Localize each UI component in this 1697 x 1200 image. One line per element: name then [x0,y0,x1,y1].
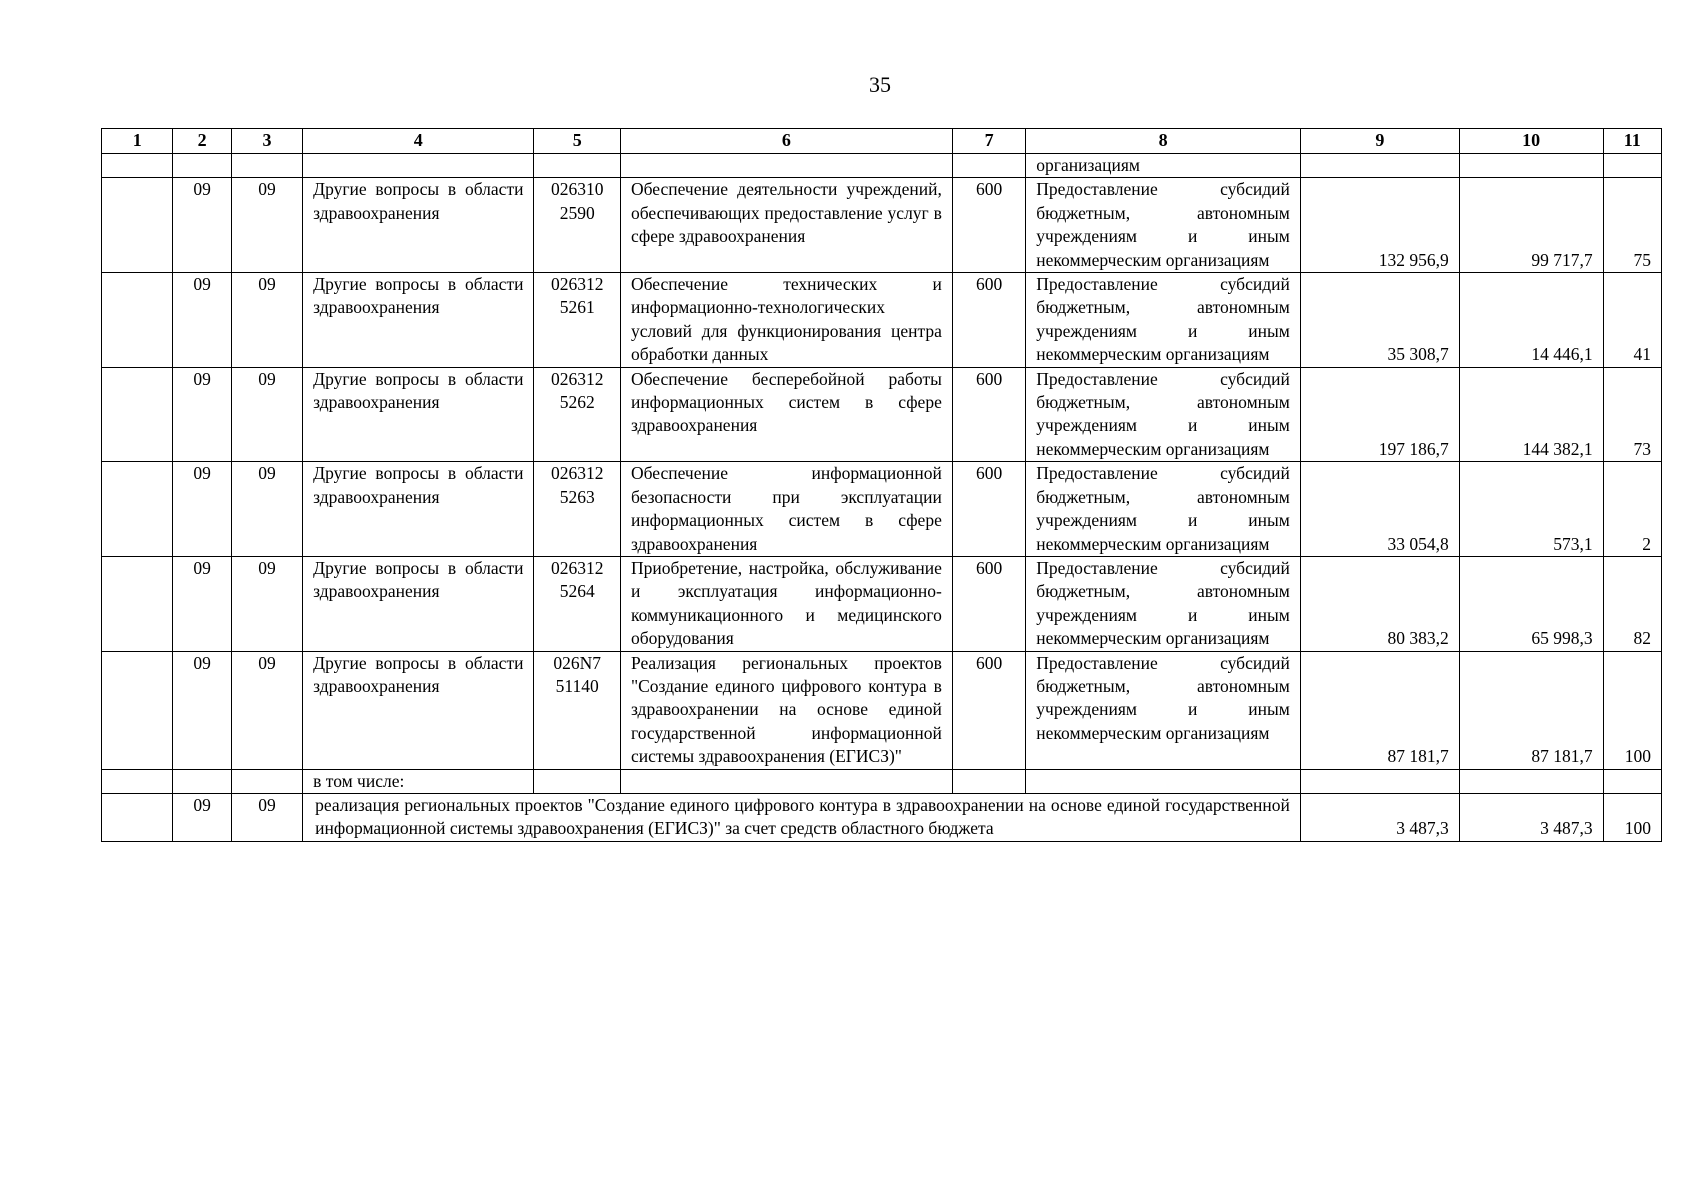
expense-type-name: Предоставление субсидий бюджетным, автономным учреждениям и иным некоммерческим организациям [1026,651,1301,769]
recipient-cell: организациям [1026,154,1301,178]
subsection-code: 09 [231,367,302,462]
col-header: 8 [1026,129,1301,154]
planned-amount: 3 487,3 [1300,793,1459,841]
table-row [102,793,1662,841]
expense-type-name: Предоставление субсидий бюджетным, автономным учреждениям и иным некоммерческим организациям [1026,556,1301,651]
planned-amount: 33 054,8 [1300,462,1459,557]
table-row [102,462,1662,557]
project-description: реализация региональных проектов "Создание единого цифрового контура в здравоохранении на основе единой государственной информационной системы здравоохранения (ЕГИСЗ)" за счет средств областного бюджета [303,793,1301,841]
executed-amount: 573,1 [1459,462,1603,557]
table-row [102,651,1662,769]
execution-percent: 41 [1603,273,1661,368]
col-header: 9 [1300,129,1459,154]
subsection-name: Другие вопросы в области здравоохранения [303,651,534,769]
col-header: 7 [952,129,1025,154]
execution-percent: 82 [1603,556,1661,651]
planned-amount: 35 308,7 [1300,273,1459,368]
target-article-code: 026312 5263 [534,462,620,557]
expense-type-code: 600 [952,651,1025,769]
table-row [102,273,1662,368]
subsection-code: 09 [231,178,302,273]
col-header: 1 [102,129,173,154]
expense-type-code: 600 [952,462,1025,557]
execution-percent: 75 [1603,178,1661,273]
planned-amount: 132 956,9 [1300,178,1459,273]
col-header: 2 [173,129,231,154]
target-article-name: Обеспечение технических и информационно-технологических условий для функционирования центра обработки данных [620,273,952,368]
planned-amount: 80 383,2 [1300,556,1459,651]
target-article-name: Обеспечение бесперебойной работы информационных систем в сфере здравоохранения [620,367,952,462]
planned-amount: 87 181,7 [1300,651,1459,769]
subsection-code: 09 [231,793,302,841]
target-article-code: 026312 5261 [534,273,620,368]
section-code: 09 [173,273,231,368]
subsection-name: Другие вопросы в области здравоохранения [303,462,534,557]
expense-type-code: 600 [952,178,1025,273]
section-code: 09 [173,178,231,273]
subsection-code: 09 [231,273,302,368]
executed-amount: 99 717,7 [1459,178,1603,273]
target-article-name: Реализация региональных проектов "Создание единого цифрового контура в здравоохранении на основе единой государственной информационной системы здравоохранения (ЕГИСЗ)" [620,651,952,769]
target-article-name: Приобретение, настройка, обслуживание и эксплуатация информационно-коммуникационного и медицинского оборудования [620,556,952,651]
executed-amount: 144 382,1 [1459,367,1603,462]
table-row [102,178,1662,273]
execution-percent: 100 [1603,651,1661,769]
subsection-name: Другие вопросы в области здравоохранения [303,367,534,462]
table-row [102,556,1662,651]
subsection-name: Другие вопросы в области здравоохранения [303,178,534,273]
table-row [102,367,1662,462]
expense-type-code: 600 [952,367,1025,462]
target-article-code: 026312 5262 [534,367,620,462]
col-header: 6 [620,129,952,154]
executed-amount: 65 998,3 [1459,556,1603,651]
section-code: 09 [173,793,231,841]
continuation-row [102,154,1662,178]
expense-type-name: Предоставление субсидий бюджетным, автономным учреждениям и иным некоммерческим организациям [1026,178,1301,273]
section-code: 09 [173,367,231,462]
planned-amount: 197 186,7 [1300,367,1459,462]
target-article-code: 026N7 51140 [534,651,620,769]
subsection-code: 09 [231,556,302,651]
col-header: 11 [1603,129,1661,154]
section-code: 09 [173,462,231,557]
header-row [102,129,1662,154]
col-header: 5 [534,129,620,154]
execution-percent: 73 [1603,367,1661,462]
subsection-name: Другие вопросы в области здравоохранения [303,273,534,368]
col-header: 4 [303,129,534,154]
execution-percent: 2 [1603,462,1661,557]
expense-type-code: 600 [952,556,1025,651]
budget-table [101,128,1662,842]
target-article-code: 026310 2590 [534,178,620,273]
target-article-name: Обеспечение деятельности учреждений, обеспечивающих предоставление услуг в сфере здравоохранения [620,178,952,273]
execution-percent: 100 [1603,793,1661,841]
expense-type-name: Предоставление субсидий бюджетным, автономным учреждениям и иным некоммерческим организациям [1026,273,1301,368]
subsection-code: 09 [231,651,302,769]
col-header: 3 [231,129,302,154]
expense-type-name: Предоставление субсидий бюджетным, автономным учреждениям и иным некоммерческим организациям [1026,462,1301,557]
executed-amount: 87 181,7 [1459,651,1603,769]
expense-type-name: Предоставление субсидий бюджетным, автономным учреждениям и иным некоммерческим организациям [1026,367,1301,462]
section-code: 09 [173,651,231,769]
including-row [102,769,1662,793]
section-code: 09 [173,556,231,651]
page-number: 35 [869,72,891,97]
including-label: в том числе: [303,769,534,793]
target-article-code: 026312 5264 [534,556,620,651]
executed-amount: 14 446,1 [1459,273,1603,368]
subsection-code: 09 [231,462,302,557]
col-header: 10 [1459,129,1603,154]
subsection-name: Другие вопросы в области здравоохранения [303,556,534,651]
target-article-name: Обеспечение информационной безопасности при эксплуатации информационных систем в сфере здравоохранения [620,462,952,557]
executed-amount: 3 487,3 [1459,793,1603,841]
expense-type-code: 600 [952,273,1025,368]
